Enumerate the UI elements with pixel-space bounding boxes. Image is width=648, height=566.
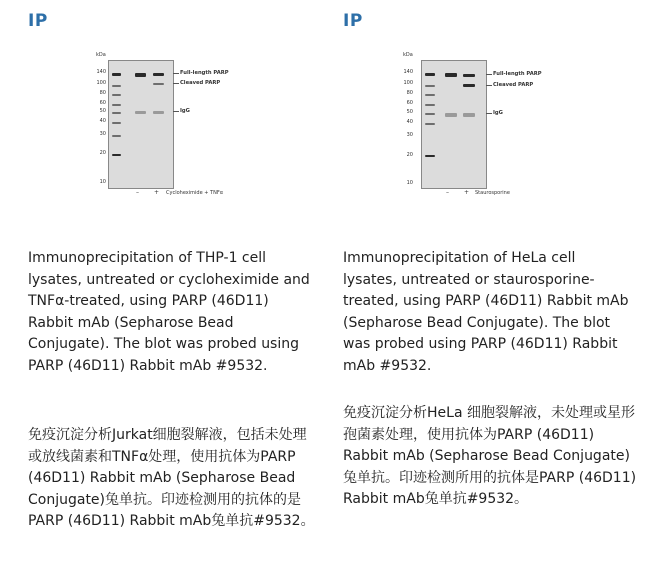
ladder-band: [112, 112, 121, 114]
left-treatment-label: Cycloheximide + TNFα: [166, 190, 223, 196]
right-treatment-label: Staurosporine: [475, 190, 510, 196]
left-marker-20: 20: [99, 150, 106, 156]
right-marker-50: 50: [406, 109, 413, 115]
full-length-band-lane2: [153, 73, 164, 76]
right-marker-140: 140: [403, 69, 413, 75]
right-marker-10: 10: [406, 180, 413, 186]
right-marker-100: 100: [403, 80, 413, 86]
ladder-band: [112, 94, 121, 96]
right-marker-40: 40: [406, 119, 413, 125]
callout-line: [486, 74, 492, 75]
left-caption-english: Immunoprecipitation of THP-1 cell lysates, untreated or cycloheximide and TNFα-treated, using PARP (46D11) Rabbit mAb (Sepharose Bead Conjugate). The blot was probed using PARP (46D11) Rabbit mAb #9532.: [28, 250, 310, 374]
left-marker-140: 140: [96, 69, 106, 75]
ladder-band: [425, 94, 435, 96]
left-marker-100: 100: [96, 80, 106, 86]
left-callout-igg: IgG: [180, 108, 190, 114]
ladder-band: [425, 85, 435, 87]
right-callout-full-length: Full-length PARP: [493, 71, 542, 77]
ladder-band: [112, 154, 121, 156]
left-lane-sign-plus: +: [154, 189, 160, 196]
ladder-band: [425, 123, 435, 125]
callout-line: [486, 85, 492, 86]
ladder-band: [425, 113, 435, 115]
right-caption-chinese: 免疫沉淀分析HeLa 细胞裂解液，未处理或星形孢菌素处理，使用抗体为PARP (46D11) Rabbit mAb (Sepharose Bead Conjugate)兔单抗。印迹检测所用的抗体是PARP (46D11) Rabbit mAb兔单抗#9532。: [343, 405, 637, 507]
full-length-band-lane1: [445, 73, 457, 77]
right-marker-80: 80: [406, 90, 413, 96]
right-heading: IP: [343, 11, 363, 31]
left-marker-80: 80: [99, 90, 106, 96]
cleaved-band-lane2: [463, 84, 475, 87]
callout-line: [173, 83, 179, 84]
left-heading: IP: [28, 11, 48, 31]
right-caption-english: Immunoprecipitation of HeLa cell lysates, untreated or staurosporine-treated, using PARP (46D11) Rabbit mAb (Sepharose Bead Conjugate). The blot was probed using PARP (46D11) Rabbit mAb #9532.: [343, 250, 629, 374]
callout-line: [173, 111, 179, 112]
left-caption-chinese: 免疫沉淀分析Jurkat细胞裂解液，包括未处理或放线菌素和TNFα处理，使用抗体为PARP (46D11) Rabbit mAb (Sepharose Bead Conjugate)兔单抗。印迹检测用的抗体的是PARP (46D11) Rabbit mAb兔单抗#9532。: [28, 427, 315, 529]
ladder-band: [425, 155, 435, 157]
right-callout-cleaved: Cleaved PARP: [493, 82, 534, 88]
ladder-band: [112, 122, 121, 124]
ladder-band: [112, 85, 121, 87]
left-marker-10: 10: [99, 179, 106, 185]
ladder-band: [425, 73, 435, 76]
igg-band-lane2: [153, 111, 164, 114]
left-marker-50: 50: [99, 108, 106, 114]
left-marker-60: 60: [99, 100, 106, 106]
callout-line: [173, 73, 179, 74]
ladder-band: [112, 73, 121, 76]
right-marker-60: 60: [406, 100, 413, 106]
cleaved-band-lane2: [153, 83, 164, 85]
right-callout-igg: IgG: [493, 110, 503, 116]
right-marker-30: 30: [406, 132, 413, 138]
right-lane-sign-minus: –: [446, 189, 449, 196]
right-blot-membrane: [421, 60, 487, 189]
left-lane-sign-minus: –: [136, 189, 139, 196]
left-marker-40: 40: [99, 118, 106, 124]
ladder-band: [425, 104, 435, 106]
igg-band-lane2: [463, 113, 475, 117]
left-blot-membrane: [108, 60, 174, 189]
left-marker-30: 30: [99, 131, 106, 137]
right-kda-label: kDa: [403, 52, 413, 58]
full-length-band-lane1: [135, 73, 146, 77]
igg-band-lane1: [445, 113, 457, 117]
left-kda-label: kDa: [96, 52, 106, 58]
left-callout-full-length: Full-length PARP: [180, 70, 229, 76]
full-length-band-lane2: [463, 74, 475, 77]
left-callout-cleaved: Cleaved PARP: [180, 80, 221, 86]
right-marker-20: 20: [406, 152, 413, 158]
igg-band-lane1: [135, 111, 146, 114]
ladder-band: [112, 135, 121, 137]
right-lane-sign-plus: +: [464, 189, 470, 196]
callout-line: [486, 113, 492, 114]
ladder-band: [112, 104, 121, 106]
